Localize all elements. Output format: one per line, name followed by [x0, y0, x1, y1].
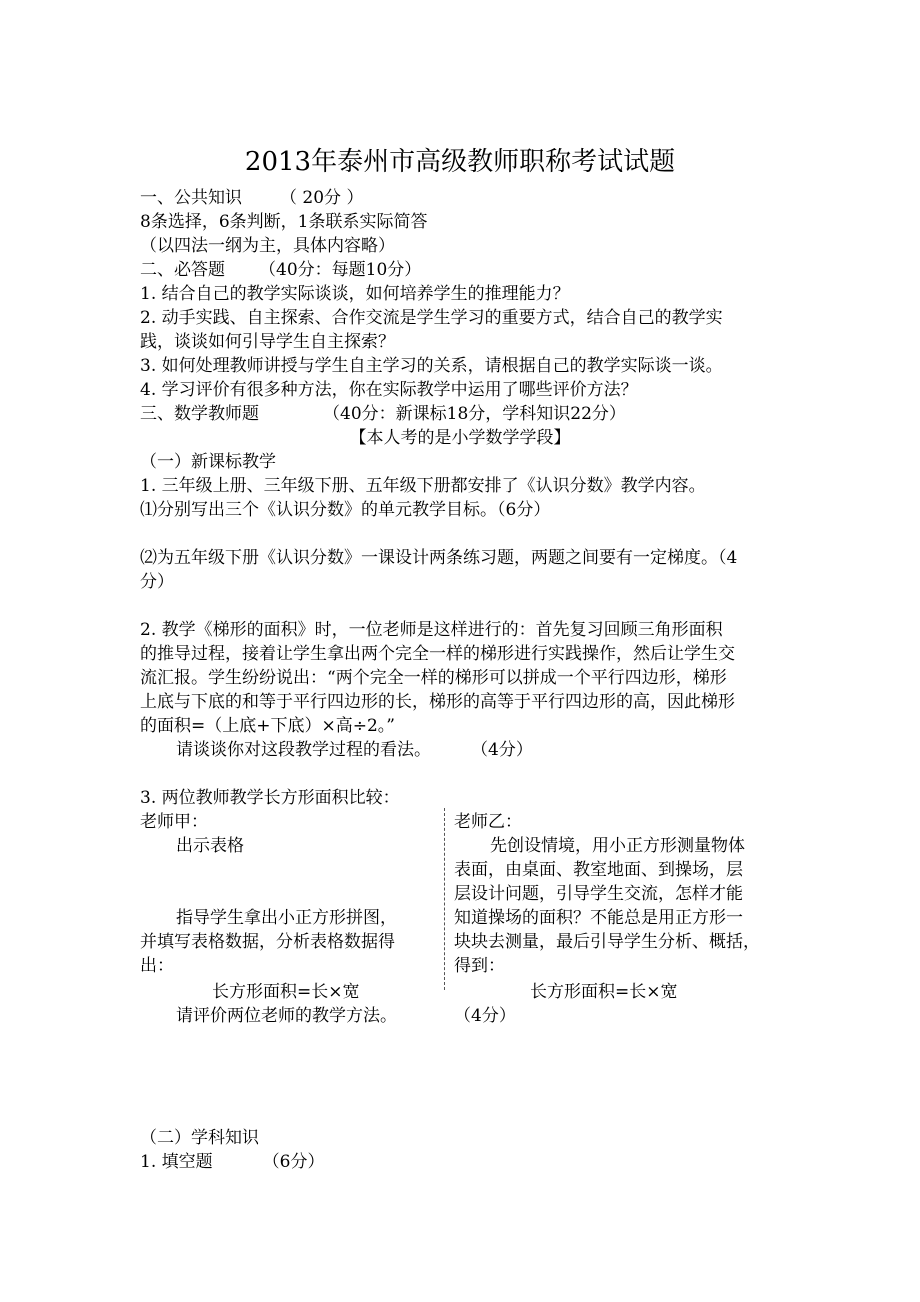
teacher-b-line-4: 知道操场的面积？不能总是用正方形一	[454, 908, 743, 928]
teacher-a-line-3: 并填写表格数据，分析表格数据得	[140, 932, 395, 952]
fill-blank-score: （6分）	[262, 1152, 325, 1172]
teacher-b-line-3: 层设计问题，引导学生交流，怎样才能	[454, 884, 743, 904]
teacher-a-formula: 长方形面积=长×宽	[212, 982, 360, 1002]
problem-3: 3. 两位教师教学长方形面积比较：	[140, 788, 400, 808]
section-3-score: （40分：新课标18分，学科知识22分）	[323, 404, 626, 424]
section-2-heading	[140, 258, 421, 282]
problem-2-question-text: 请谈谈你对这段教学过程的看法。	[176, 740, 431, 760]
problem-2-line-1: 2. 教学《梯形的面积》时，一位老师是这样进行的：首先复习回顾三角形面积	[140, 620, 723, 640]
teacher-b-line-2: 表面，由桌面、教室地面、到操场，层	[454, 860, 743, 880]
evaluation-score: （4分）	[454, 1006, 516, 1026]
teacher-b-line-6: 得到：	[454, 956, 505, 976]
problem-1-part-2-line-2: 分）	[140, 572, 174, 592]
teacher-b-formula: 长方形面积=长×宽	[530, 982, 678, 1002]
question-3: 3. 如何处理教师讲授与学生自主学习的关系，请根据自己的教学实际谈一谈。	[140, 356, 723, 376]
teacher-b-line-5: 块块去测量，最后引导学生分析、概括，	[454, 932, 760, 952]
section-3-note: 【本人考的是小学数学学段】	[349, 428, 571, 448]
subsection-2-title: （二）学科知识	[140, 1128, 259, 1148]
section-1-title: 一、公共知识	[140, 188, 242, 208]
teacher-a-line-2: 指导学生拿出小正方形拼图，	[176, 908, 397, 928]
section-1-line-2: （以四法一纲为主，具体内容略）	[140, 236, 395, 256]
column-divider	[444, 808, 445, 990]
teacher-b-heading: 老师乙：	[454, 812, 522, 832]
fill-blank-heading	[140, 1150, 324, 1174]
question-2-line-1: 2. 动手实践、自主探索、合作交流是学生学习的重要方式，结合自己的教学实	[140, 308, 723, 328]
problem-2-line-5: 的面积=（上底+下底）×高÷2。”	[140, 716, 395, 736]
section-2-title: 二、必答题	[140, 260, 225, 280]
problem-2-line-4: 上底与下底的和等于平行四边形的长，梯形的高等于平行四边形的高，因此梯形	[140, 692, 735, 712]
teacher-a-heading: 老师甲：	[140, 812, 208, 832]
section-1-heading	[140, 186, 363, 210]
evaluation-question: 请评价两位老师的教学方法。	[176, 1006, 397, 1026]
problem-1: 1. 三年级上册、三年级下册、五年级下册都安排了《认识分数》教学内容。	[140, 476, 706, 496]
problem-2-score: （4分）	[471, 740, 533, 760]
teacher-a-line-4: 出：	[140, 956, 174, 976]
problem-2-question	[176, 738, 533, 762]
problem-2-line-3: 流汇报。学生纷纷说出：“两个完全一样的梯形可以拼成一个平行四边形，梯形	[140, 668, 727, 688]
teacher-a-line-1: 出示表格	[176, 836, 244, 856]
problem-1-part-2-line-1: ⑵为五年级下册《认识分数》一课设计两条练习题，两题之间要有一定梯度。（4	[140, 548, 738, 568]
question-1: 1. 结合自己的教学实际谈谈，如何培养学生的推理能力？	[140, 284, 570, 304]
problem-1-part-1: ⑴分别写出三个《认识分数》的单元教学目标。（6分）	[140, 500, 551, 520]
section-1-line-1: 8条选择，6条判断，1条联系实际简答	[140, 212, 428, 232]
teacher-b-line-1: 先创设情境，用小正方形测量物体	[490, 836, 745, 856]
section-2-score: （40分：每题10分）	[259, 260, 422, 280]
subsection-1-title: （一）新课标教学	[140, 452, 276, 472]
question-4: 4. 学习评价有很多种方法，你在实际教学中运用了哪些评价方法？	[140, 380, 638, 400]
question-2-line-2: 践，谈谈如何引导学生自主探索？	[140, 332, 395, 352]
section-3-heading	[140, 402, 626, 426]
problem-2-line-2: 的推导过程，接着让学生拿出两个完全一样的梯形进行实践操作，然后让学生交	[140, 644, 735, 664]
section-3-title: 三、数学教师题	[140, 404, 259, 424]
page-title: 2013年泰州市高级教师职称考试试题	[244, 147, 676, 177]
fill-blank-title: 1. 填空题	[140, 1152, 213, 1172]
section-1-score: （ 20分 ）	[280, 188, 364, 208]
